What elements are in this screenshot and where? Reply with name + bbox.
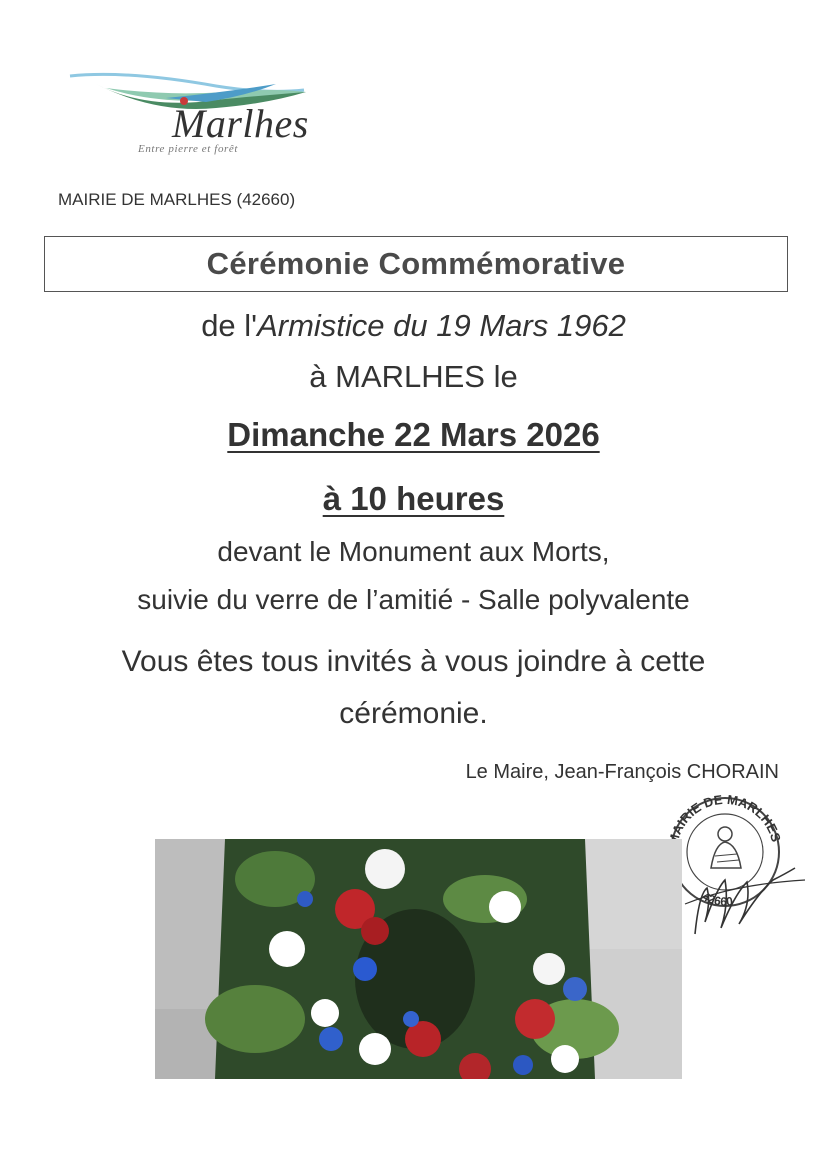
- logo-tagline: Entre pierre et forêt: [138, 143, 239, 155]
- logo-brand: Marlhes: [172, 101, 309, 146]
- svg-text:MAIRIE DE MARLHES: AIRIE DE MARLHES: [668, 791, 784, 844]
- monument-line: devant le Monument aux Morts,: [217, 536, 610, 567]
- mairie-heading: MAIRIE DE MARLHES (42660): [58, 190, 296, 209]
- event-date: Dimanche 22 Mars 2026: [227, 416, 600, 453]
- location-line: à MARLHES le: [309, 359, 518, 394]
- reception-line: suivie du verre de l’amitié - Salle polyvalente: [137, 584, 690, 615]
- title-box: [44, 236, 788, 292]
- time-line: [0, 480, 827, 518]
- page-title: Cérémonie Commémorative: [206, 246, 626, 281]
- armistice-italic: Armistice du 19 Mars 1962: [257, 308, 626, 343]
- invitation-line: Vous êtes tous invités à vous joindre à cette: [121, 645, 706, 678]
- mayor-signature-name: Le Maire, Jean-François CHORAIN: [465, 761, 779, 783]
- armistice-line: [0, 308, 827, 344]
- svg-text:42660: 42660: [699, 889, 734, 909]
- wreath-photo: [155, 839, 682, 1079]
- invitation-line-end: cérémonie.: [339, 697, 488, 730]
- marlhes-logo: [66, 70, 356, 160]
- flower-wreath-icon: [155, 839, 682, 1079]
- date-line: [0, 416, 827, 454]
- event-time: à 10 heures: [322, 480, 505, 517]
- armistice-prefix: de l': [201, 308, 258, 343]
